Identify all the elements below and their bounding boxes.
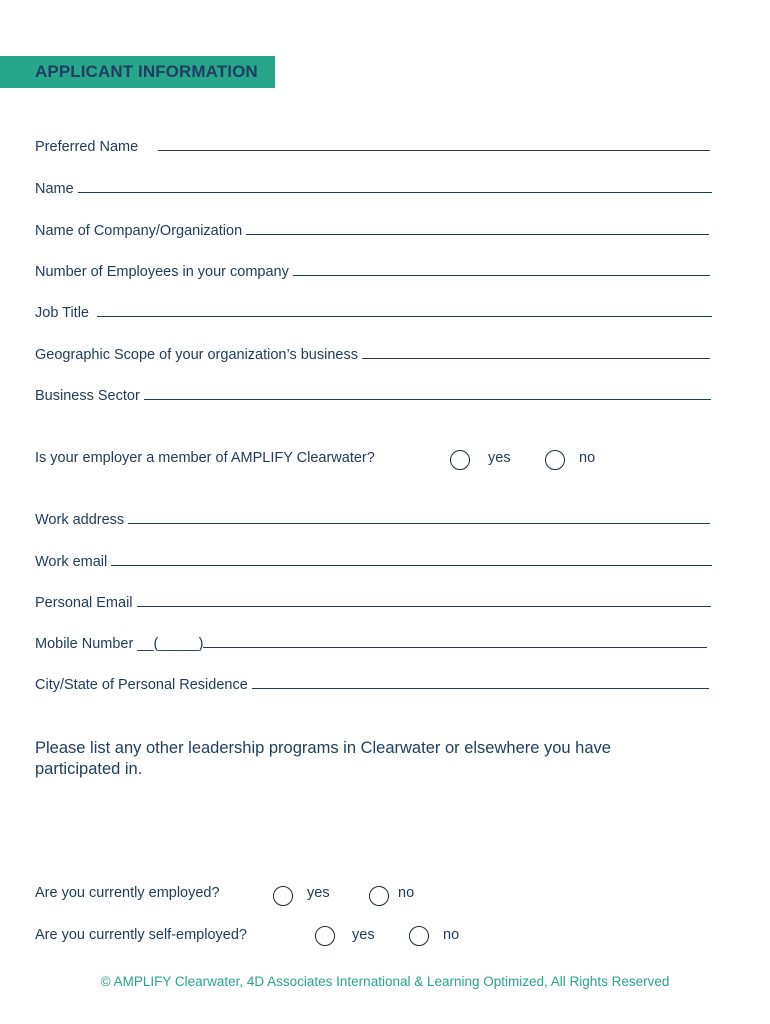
work-email-field[interactable] [35, 554, 712, 570]
field-label: Geographic Scope of your organization’s business [35, 347, 358, 363]
self-employed-yes-radio[interactable] [315, 926, 335, 946]
field-label: Work email [35, 554, 108, 570]
field-label: Number of Employees in your company [35, 264, 289, 280]
work-address-field[interactable] [35, 512, 710, 528]
copyright-footer: © AMPLIFY Clearwater, 4D Associates International & Learning Optimized, All Rights Reserved [100, 974, 670, 989]
preferred-name-field[interactable] [35, 139, 710, 155]
job-title-field[interactable] [35, 305, 712, 321]
business-sector-field[interactable] [35, 388, 711, 404]
employees-field[interactable] [35, 264, 710, 280]
preferred-name-line[interactable] [158, 149, 710, 151]
mobile-number-field[interactable] [35, 636, 707, 652]
employed-no-radio[interactable] [369, 886, 389, 906]
company-line[interactable] [246, 233, 709, 235]
field-label: City/State of Personal Residence [35, 677, 248, 693]
work-email-line[interactable] [111, 564, 712, 566]
name-field[interactable] [35, 181, 712, 197]
section-title: APPLICANT INFORMATION [35, 62, 258, 81]
personal-email-field[interactable] [35, 595, 711, 611]
field-label: Mobile Number __(_____) [35, 636, 204, 652]
member-yes-label: yes [488, 450, 511, 466]
member-no-radio[interactable] [545, 450, 565, 470]
city-state-line[interactable] [252, 687, 709, 689]
field-label: Preferred Name [35, 139, 139, 155]
job-title-line[interactable] [97, 315, 712, 317]
employed-question-label: Are you currently employed? [35, 885, 220, 901]
field-label: Business Sector [35, 388, 140, 404]
employed-yes-radio[interactable] [273, 886, 293, 906]
employed-no-label: no [398, 885, 415, 901]
employees-line[interactable] [293, 274, 710, 276]
leadership-prompt: Please list any other leadership programs in Clearwater or elsewhere you have participated in. [35, 739, 611, 778]
self-employed-question-label: Are you currently self-employed? [35, 927, 247, 943]
self-employed-yes-label: yes [352, 927, 375, 943]
member-no-label: no [579, 450, 596, 466]
geographic-scope-field[interactable] [35, 347, 710, 363]
city-state-field[interactable] [35, 677, 709, 693]
self-employed-no-radio[interactable] [409, 926, 429, 946]
field-label: Work address [35, 512, 125, 528]
member-question-label: Is your employer a member of AMPLIFY Clearwater? [35, 450, 375, 466]
mobile-number-line[interactable] [203, 646, 707, 648]
field-label: Personal Email [35, 595, 133, 611]
employed-yes-label: yes [307, 885, 330, 901]
field-label: Name of Company/Organization [35, 223, 243, 239]
member-yes-radio[interactable] [450, 450, 470, 470]
business-sector-line[interactable] [144, 398, 711, 400]
name-line[interactable] [78, 191, 712, 193]
work-address-line[interactable] [128, 522, 710, 524]
geographic-scope-line[interactable] [362, 357, 710, 359]
field-label: Name [35, 181, 74, 197]
self-employed-no-label: no [443, 927, 460, 943]
section-header [0, 56, 275, 88]
company-field[interactable] [35, 223, 709, 239]
personal-email-line[interactable] [137, 605, 711, 607]
field-label: Job Title [35, 305, 89, 321]
